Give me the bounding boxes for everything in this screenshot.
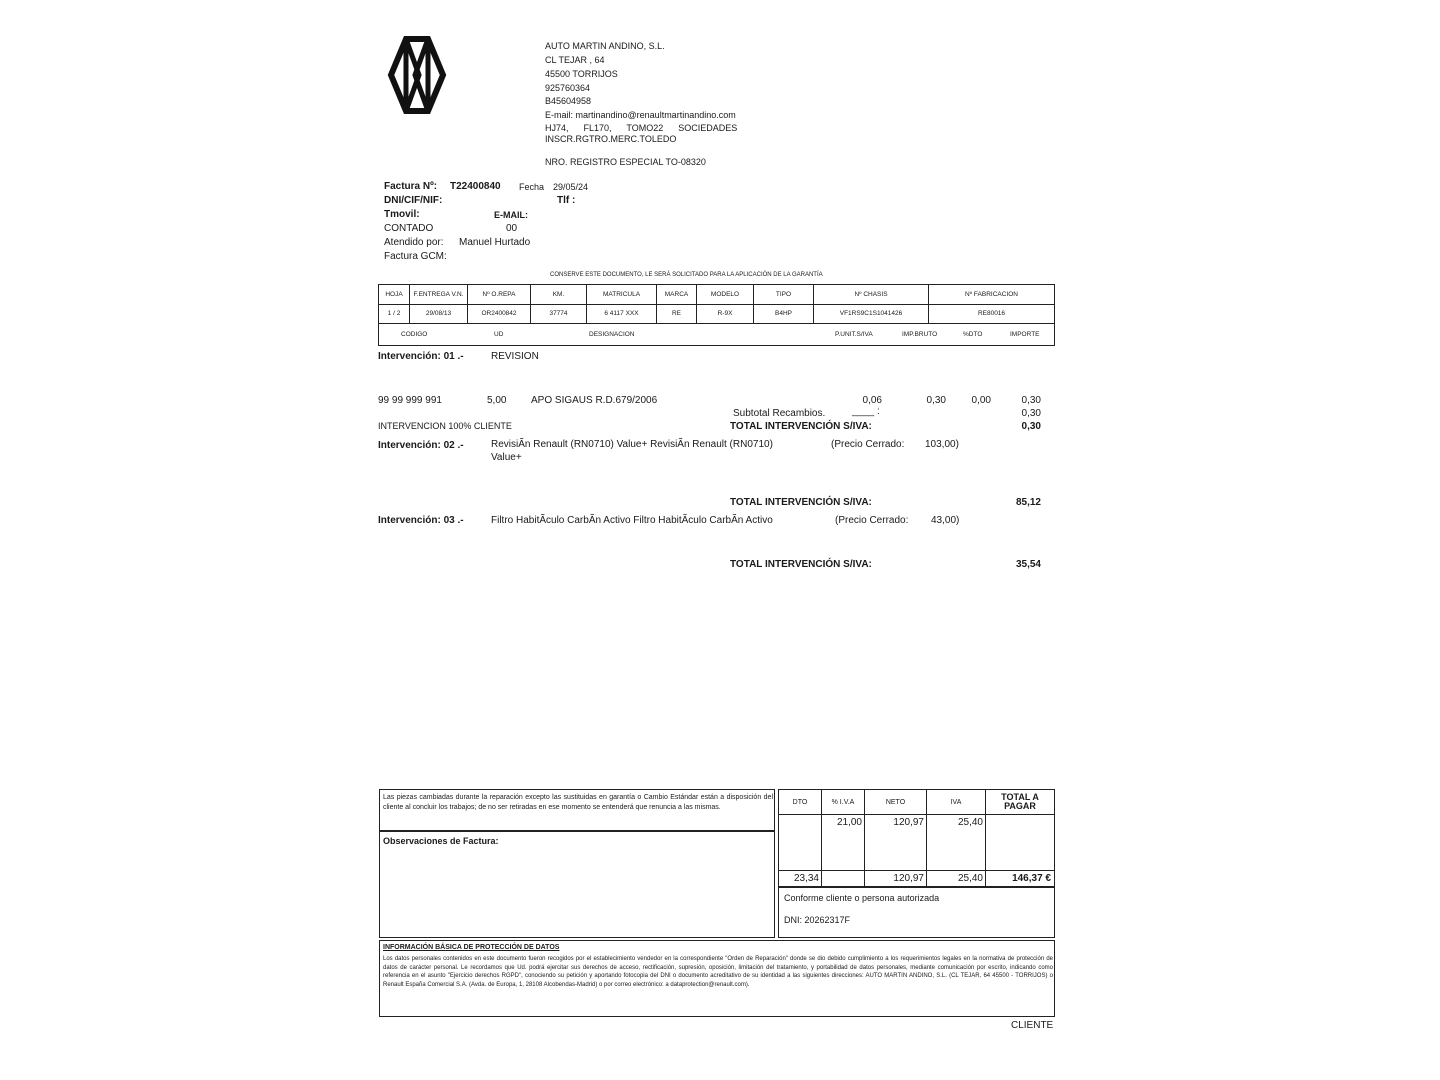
intervention-02-label: Intervención: 02 .-	[378, 440, 464, 451]
customer-dni: DNI: 20262317F	[784, 915, 851, 925]
invoice-date: 29/05/24	[553, 182, 589, 192]
invoice-date-label: Fecha	[519, 182, 545, 192]
col-ud: UD	[494, 331, 504, 338]
payment-code: 00	[506, 223, 518, 234]
line-columns-header	[379, 325, 1054, 345]
value-cell: 29/08/13	[410, 304, 468, 323]
privacy-box	[379, 940, 1055, 1017]
totals-iva-2: 25,40	[957, 873, 983, 884]
header-cell: MARCA	[657, 285, 697, 304]
intervention-02-total-label: TOTAL INTERVENCIÓN S/IVA:	[730, 497, 872, 508]
parts-notice: Las piezas cambiadas durante la reparación excepto las sustituidas en garantía o Cambio Estándar están a disposición del cliente al concluir los trabajos; de no ser retiradas en ese momento se entenderá que renuncia a las mismas.	[383, 794, 773, 811]
value-cell: 1 / 2	[379, 304, 410, 323]
subtotal-amount: 0,30	[1021, 408, 1041, 419]
intervention-03-price-label: (Precio Cerrado:	[835, 515, 909, 526]
conformity-box	[778, 887, 1055, 938]
intervention-01-total-label: TOTAL INTERVENCIÓN S/IVA:	[730, 421, 872, 432]
totals-header-total: TOTAL A PAGAR	[1001, 792, 1039, 811]
header-cell: MATRICULA	[587, 285, 657, 304]
dni-label: DNI/CIF/NIF:	[384, 195, 443, 206]
company-city: 45500 TORRIJOS	[545, 69, 618, 79]
col-dto: %DTO	[963, 331, 983, 338]
intervention-02-title: RevisiÃn Renault (RN0710) Value+ RevisiÃn Renault (RN0710)	[491, 439, 773, 450]
header-cell: Nº O.REPA	[468, 285, 531, 304]
tmovil-label: Tmovil:	[384, 209, 420, 220]
gcm-label: Factura GCM:	[384, 251, 447, 262]
intervention-02-price-label: (Precio Cerrado:	[831, 439, 905, 450]
intervention-02-total: 85,12	[1015, 497, 1041, 508]
line-gross: 0,30	[926, 395, 946, 406]
value-cell: R-9X	[697, 304, 754, 323]
parts-notice-box	[379, 789, 775, 831]
totals-neto-1: 120,97	[893, 817, 924, 828]
line-qty: 5,00	[487, 395, 507, 406]
privacy-text: Los datos personales contenidos en este documento fueron recogidos por el establecimiento vendedor en la correspondiente "Orden de Reparación" donde se dio debido cumplimiento a los requerimientos legales en la normativa de protección de datos de carácter personal. Le recordamos que Ud. podrá ejercitar sus derechos de acceso, rectificación, supresión, oposición, limitación del tratamiento, y portabilidad de datos personales, mediante comunicación por escrito, indicando como referencia en el asunto "Ejercicio derechos RGPD", conociendo su petición y aportando fotocopia del DNI o documento acreditativo de su identidad a las siguientes direcciones: AUTO MARTIN ANDINO, S.L. (CL TEJAR, 64 45500 - TORRIJOS) o Renault España Comercial S.A. (Avda. de Europa, 1, 28108 Alcobendas-Madrid) o por correo electrónico: a dataprotection@renault.com).	[383, 956, 1053, 988]
intervention-03-price: 43,00)	[931, 515, 960, 526]
col-importe: IMPORTE	[1010, 331, 1040, 338]
header-cell: Nº FABRICACION	[965, 291, 1018, 298]
company-registry-2: INSCR.RGTRO.MERC.TOLEDO	[545, 134, 677, 144]
col-designacion: DESIGNACION	[589, 331, 635, 338]
invoice-number: T22400840	[450, 181, 501, 192]
invoice-number-label: Factura Nº:	[384, 181, 438, 192]
intervention-02-price: 103,00)	[925, 439, 959, 450]
totals-dto: 23,34	[793, 873, 819, 884]
intervention-01-title: REVISION	[491, 351, 539, 362]
col-codigo: CODIGO	[401, 331, 428, 338]
intervention-03-total-label: TOTAL INTERVENCIÓN S/IVA:	[730, 559, 872, 570]
company-name: AUTO MARTIN ANDINO, S.L.	[545, 41, 665, 51]
header-cell: TIPO	[754, 285, 814, 304]
attended-label: Atendido por:	[384, 237, 444, 248]
totals-sum-line	[779, 870, 1054, 871]
intervention-01-label: Intervención: 01 .-	[378, 351, 464, 362]
intervention-03-label: Intervención: 03 .-	[378, 515, 464, 526]
observations-box	[379, 831, 775, 938]
col-unit-price: P.UNIT.S/IVA	[835, 331, 873, 338]
payment-method: CONTADO	[384, 223, 434, 234]
privacy-title: INFORMACIÓN BÁSICA DE PROTECCIÓN DE DATOS	[383, 944, 560, 951]
line-amount: 0,30	[1021, 395, 1041, 406]
attended-by: Manuel Hurtado	[459, 237, 531, 248]
email-label: E-MAIL:	[494, 210, 528, 220]
header-cell: KM.	[531, 285, 587, 304]
value-cell: VF1RS9C1S1041426	[814, 304, 929, 323]
intervention-01-total: 0,30	[1021, 421, 1041, 432]
vehicle-table-values	[379, 304, 1054, 324]
subtotal-label: Subtotal Recambios.	[733, 408, 826, 419]
conformity-label: Conforme cliente o persona autorizada	[784, 893, 940, 903]
company-street: CL TEJAR , 64	[545, 55, 605, 65]
special-registry: NRO. REGISTRO ESPECIAL TO-08320	[545, 157, 706, 167]
vehicle-table-header	[379, 285, 1054, 305]
totals-header-dto: DTO	[792, 799, 808, 806]
intervention-02-title-2: Value+	[491, 452, 522, 463]
intervention-03-title: Filtro HabitÃculo CarbÃn Activo Filtro HabitÃculo CarbÃn Activo	[491, 515, 773, 526]
header-cell: MODELO	[697, 285, 754, 304]
totals-header-neto: NETO	[885, 799, 906, 806]
total-to-pay: 146,37 €	[1012, 873, 1051, 884]
observations-label: Observaciones de Factura:	[383, 836, 499, 846]
line-unit-price: 0,06	[862, 395, 882, 406]
totals-iva-pct: 21,00	[836, 817, 862, 828]
totals-iva-1: 25,40	[957, 817, 983, 828]
line-code: 99 99 999 991	[378, 395, 442, 406]
totals-neto-2: 120,97	[893, 873, 924, 884]
value-cell: B4HP	[754, 304, 814, 323]
company-registry: HJ74, FL170, TOMO22 SOCIEDADES	[545, 123, 738, 133]
value-cell: RE	[657, 304, 697, 323]
company-email: E-mail: martinandino@renaultmartinandino.com	[545, 110, 736, 120]
header-cell: HOJA	[379, 285, 410, 304]
line-dto: 0,00	[971, 395, 991, 406]
value-cell: RE80016	[977, 310, 1006, 317]
value-cell: OR2400842	[468, 304, 531, 323]
totals-header-iva: IVA	[950, 799, 962, 806]
value-cell: 6 4117 XXX	[587, 304, 657, 323]
vehicle-table	[378, 284, 1055, 346]
header-cell: Nº CHASIS	[814, 285, 929, 304]
header-cell: F.ENTREGA V.N.	[410, 285, 468, 304]
client-note: INTERVENCION 100% CLIENTE	[378, 421, 512, 431]
company-cif: B45604958	[545, 96, 592, 106]
warranty-notice: CONSERVE ESTE DOCUMENTO, LE SERÁ SOLICITADO PARA LA APLICACIÓN DE LA GARANTÍA	[550, 272, 823, 278]
intervention-03-total: 35,54	[1015, 559, 1041, 570]
totals-header-iva-pct: % I.V.A	[831, 799, 855, 806]
totals-divider	[985, 790, 986, 886]
totals-box	[778, 789, 1055, 887]
subtotal-dots: ____ :	[852, 406, 880, 417]
company-phone: 925760364	[545, 83, 591, 93]
value-cell: 37774	[531, 304, 587, 323]
line-description: APO SIGAUS R.D.679/2006	[531, 395, 658, 406]
tlf-label: Tlf :	[557, 195, 576, 206]
copy-label: CLIENTE	[1011, 1020, 1054, 1031]
col-gross: IMP.BRUTO	[902, 331, 938, 338]
renault-logo-icon	[386, 36, 448, 114]
